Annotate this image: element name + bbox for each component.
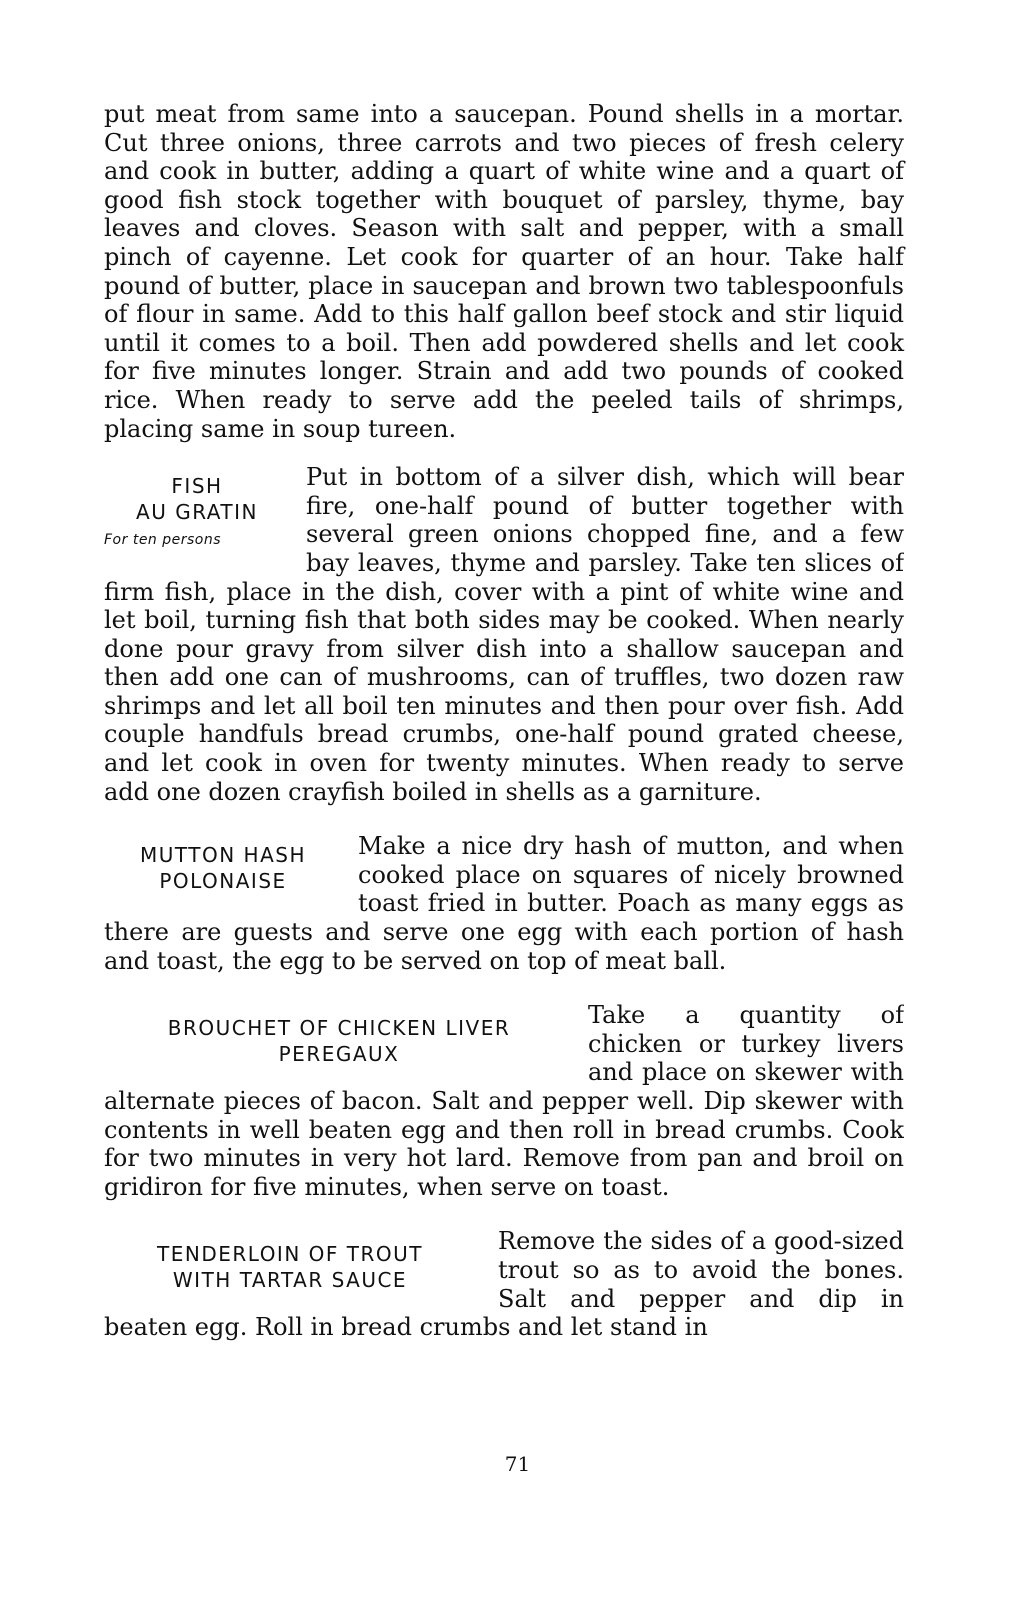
recipe-title-line: WITH TARTAR SAUCE <box>172 1268 408 1293</box>
recipe-text: Remove the sides of a good-sized trout so as to avoid the bones. Salt and pepper and dip in beaten egg. Roll in bread crumbs and let stand in <box>104 1227 904 1342</box>
recipe-title-line: MUTTON HASH <box>140 843 306 868</box>
recipe-title <box>104 1001 574 1067</box>
page-number: 71 <box>504 1452 531 1476</box>
recipe-text: Take a quantity of chicken or turkey livers and place on skewer with alternate pieces of bacon. Salt and pepper well. Dip skewer with contents in well beaten egg and then roll in bread crumbs. Cook for two minutes in very hot lard. Remove from pan and broil on gridiron for five minutes, when serve on toast. <box>104 1001 904 1201</box>
recipe-title <box>104 1227 476 1293</box>
book-page <box>104 100 904 1342</box>
recipe-text: Make a nice dry hash of mutton, and when cooked place on squares of nicely browned toast fried in butter. Poach as many eggs as there are guests and serve one egg with each portion of hash and toast, the egg to be served on top of meat ball. <box>104 832 904 975</box>
recipe-title-line: BROUCHET OF CHICKEN LIVER <box>167 1016 511 1041</box>
recipe-title-line: AU GRATIN <box>136 500 258 525</box>
recipe-title-line: POLONAISE <box>159 869 287 894</box>
intro-paragraph: put meat from same into a saucepan. Pound shells in a mortar. Cut three onions, three carrots and two pieces of fresh celery and cook in butter, adding a quart of white wine and a quart of good fish stock together with bouquet of parsley, thyme, bay leaves and cloves. Season with salt and pepper, with a small pinch of cayenne. Let cook for quarter of an hour. Take half pound of butter, place in saucepan and brown two tablespoonfuls of flour in same. Add to this half gallon beef stock and stir liquid until it comes to a boil. Then add powdered shells and let cook for five minutes longer. Strain and add two pounds of cooked rice. When ready to serve add the peeled tails of shrimps, placing same in soup tureen. <box>104 100 904 443</box>
recipe-tenderloin-of-trout <box>104 1227 904 1341</box>
recipe-fish-au-gratin <box>104 463 904 806</box>
recipe-title-line: TENDERLOIN OF TROUT <box>157 1242 423 1267</box>
recipe-title <box>104 463 290 553</box>
recipe-text: Put in bottom of a silver dish, which will bear fire, one-half pound of butter together with several green onions chopped fine, and a few bay leaves, thyme and parsley. Take ten slices of firm fish, place in the dish, cover with a pint of white wine and let boil, turning fish that both sides may be cooked. When nearly done pour gravy from silver dish into a shallow saucepan and then add one can of mushrooms, can of truffles, two dozen raw shrimps and let all boil ten minutes and then pour over fish. Add couple handfuls bread crumbs, one-half pound grated cheese, and let cook in oven for twenty minutes. When ready to serve add one dozen crayfish boiled in shells as a garniture. <box>104 463 904 806</box>
recipe-title-line: PEREGAUX <box>278 1042 400 1067</box>
recipe-mutton-hash-polonaise <box>104 832 904 975</box>
recipe-servings: For ten persons <box>104 532 222 549</box>
recipe-title <box>104 832 342 894</box>
recipe-brouchet-chicken-liver <box>104 1001 904 1201</box>
recipe-title-line: FISH <box>171 474 223 499</box>
